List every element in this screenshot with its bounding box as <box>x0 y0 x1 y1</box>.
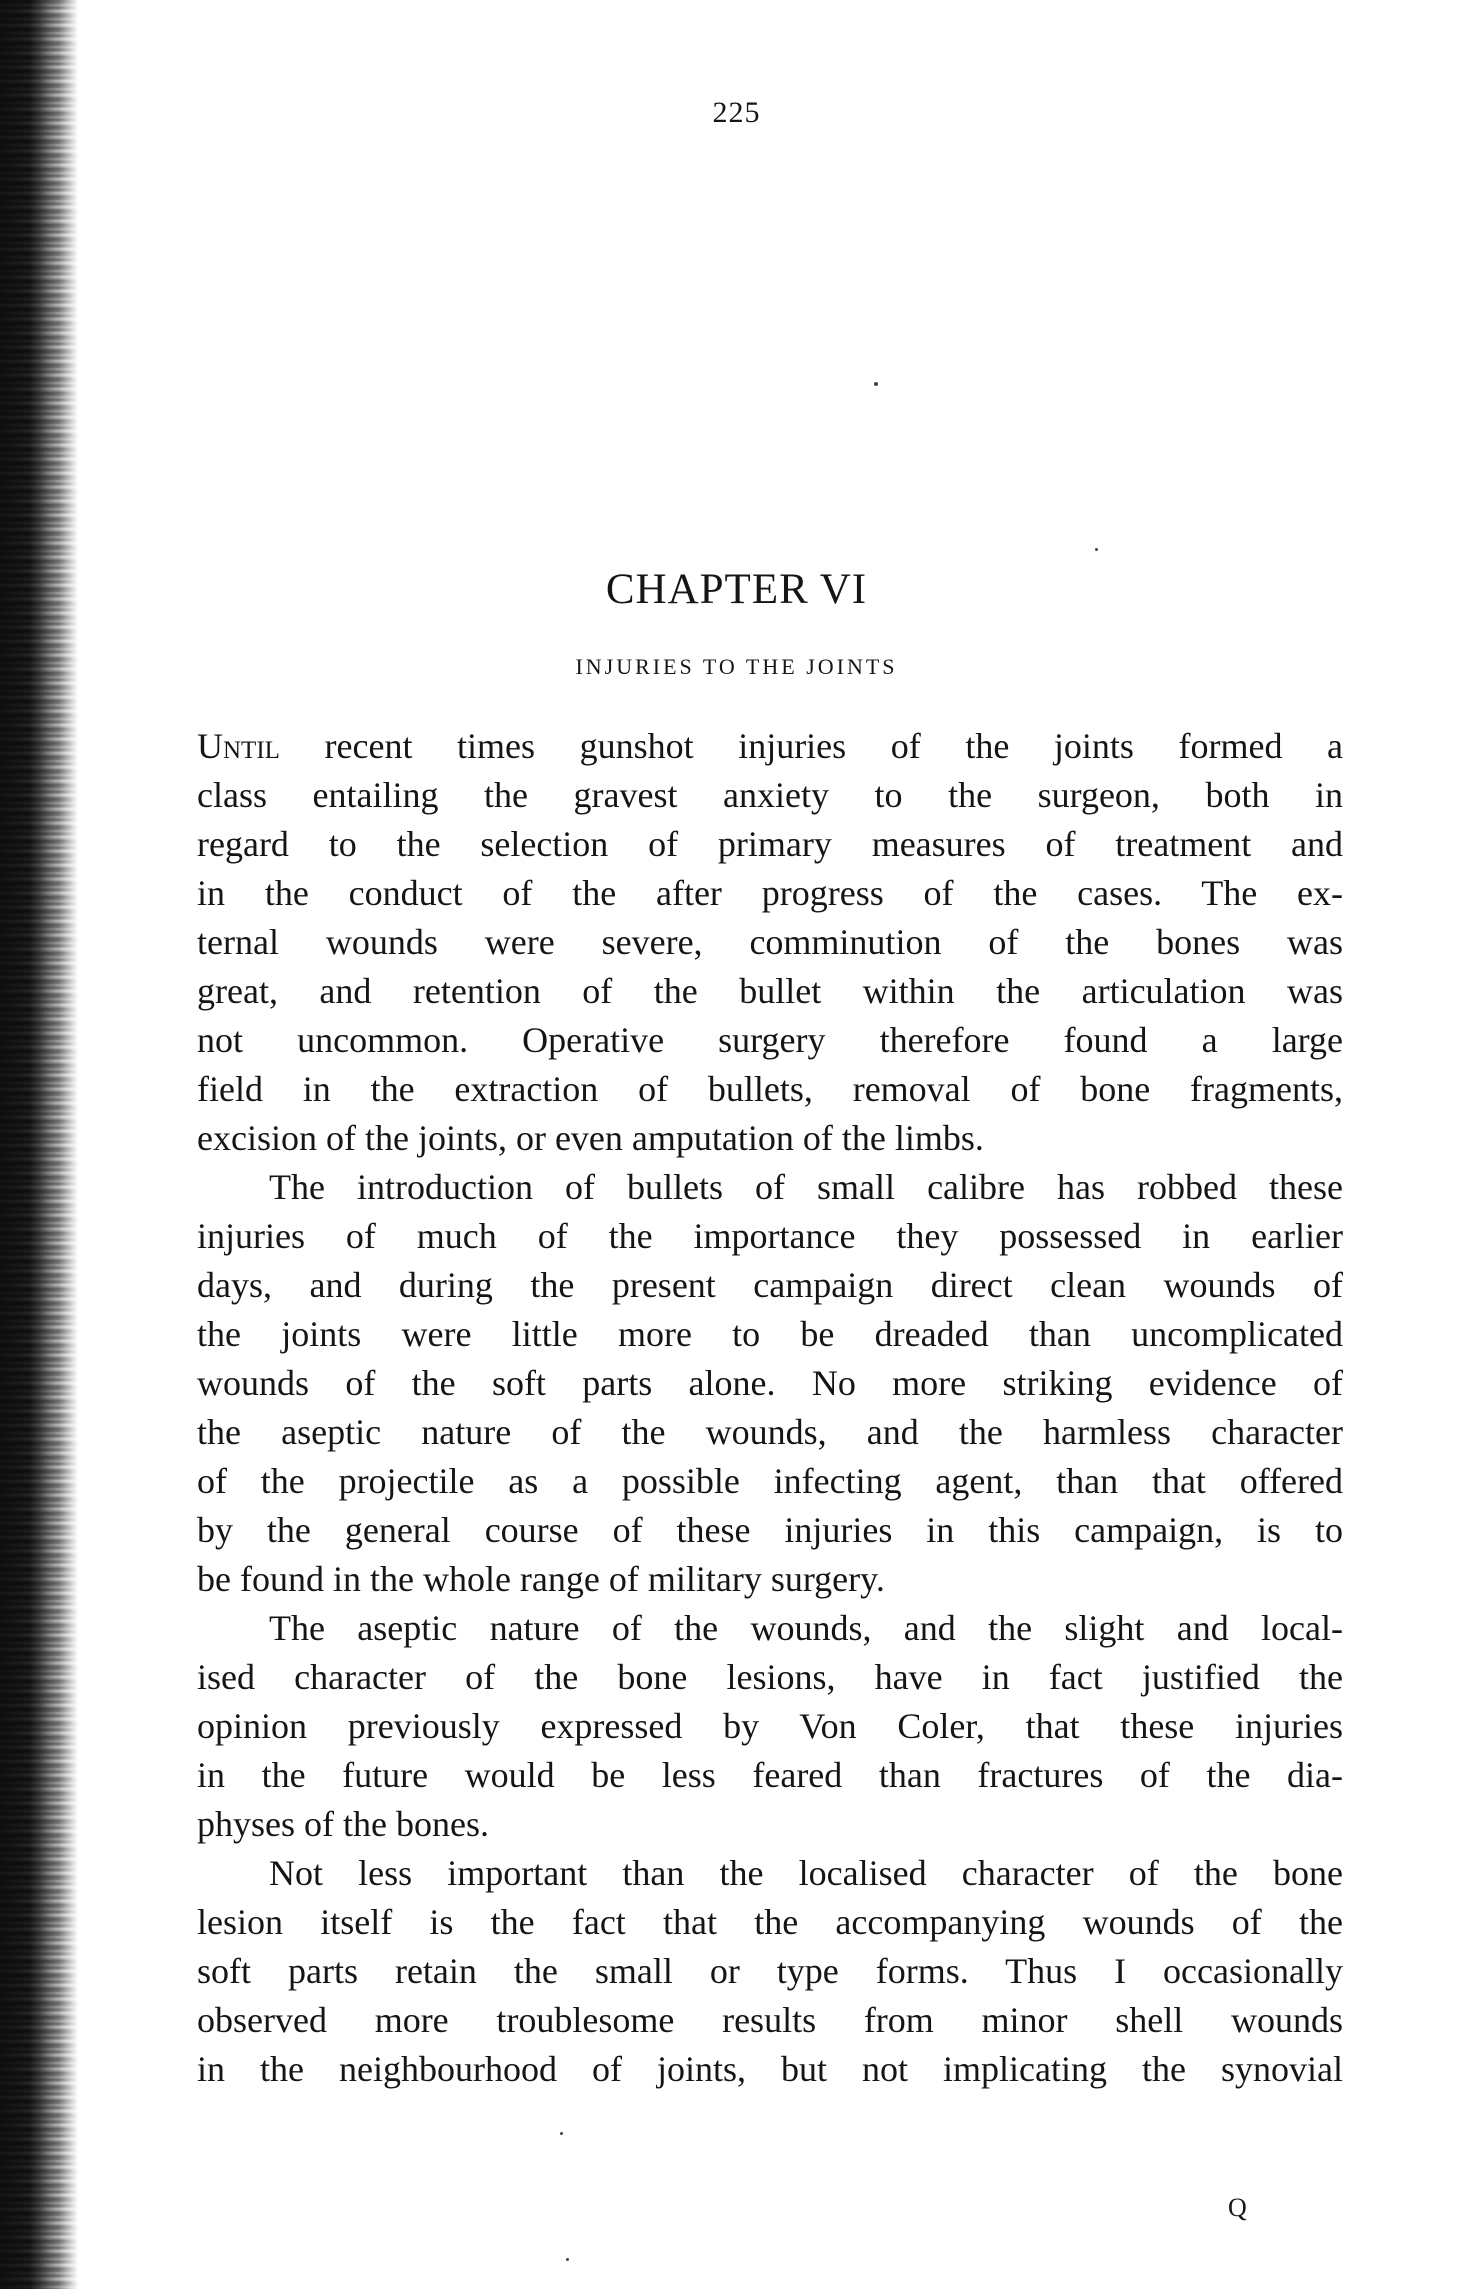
page-number: 225 <box>712 96 761 129</box>
scan-speck <box>1095 548 1098 551</box>
text-line: soft parts retain the small or type forms. Thus I occasionally <box>197 1951 1343 1991</box>
chapter-subtitle: INJURIES TO THE JOINTS <box>575 654 898 679</box>
text-line: wounds of the soft parts alone. No more striking evidence of <box>197 1363 1343 1403</box>
text-line: in the future would be less feared than fractures of the dia- <box>197 1755 1343 1795</box>
text-line: days, and during the present campaign direct clean wounds of <box>197 1265 1343 1305</box>
text-line: in the neighbourhood of joints, but not implicating the synovial <box>197 2049 1343 2089</box>
text-line: ised character of the bone lesions, have in fact justified the <box>197 1657 1343 1697</box>
text-line: Until recent times gunshot injuries of the joints formed a <box>197 726 1344 766</box>
text-line: not uncommon. Operative surgery therefore found a large <box>197 1020 1343 1060</box>
text-line: The introduction of bullets of small calibre has robbed these <box>269 1167 1343 1207</box>
scan-speck <box>560 2132 563 2135</box>
text-line: great, and retention of the bullet within the articulation was <box>197 971 1343 1011</box>
text-line: lesion itself is the fact that the accompanying wounds of the <box>197 1902 1343 1942</box>
text-line: injuries of much of the importance they possessed in earlier <box>197 1216 1343 1256</box>
text-line: the joints were little more to be dreaded than uncomplicated <box>197 1314 1343 1354</box>
text-line: in the conduct of the after progress of the cases. The ex- <box>197 873 1343 913</box>
text-line: ternal wounds were severe, comminution of the bones was <box>197 922 1343 962</box>
scan-speck <box>566 2258 569 2261</box>
text-line: be found in the whole range of military surgery. <box>197 1559 885 1599</box>
opening-word: Until <box>197 726 280 766</box>
text-line: by the general course of these injuries in this campaign, is to <box>197 1510 1343 1550</box>
text-line: class entailing the gravest anxiety to the surgeon, both in <box>197 775 1343 815</box>
text-line: Not less important than the localised character of the bone <box>269 1853 1343 1893</box>
text-line: the aseptic nature of the wounds, and the harmless character <box>197 1412 1343 1452</box>
text-line: physes of the bones. <box>197 1804 489 1844</box>
signature-mark: Q <box>1228 2193 1247 2222</box>
scan-speck <box>874 382 878 386</box>
text-line: regard to the selection of primary measures of treatment and <box>197 824 1343 864</box>
chapter-title: CHAPTER VI <box>605 566 868 613</box>
text-line: opinion previously expressed by Von Coler, that these injuries <box>197 1706 1343 1746</box>
text-line: The aseptic nature of the wounds, and the slight and local- <box>269 1608 1343 1648</box>
body-text <box>197 722 1343 2094</box>
text-line: of the projectile as a possible infecting agent, than that offered <box>197 1461 1343 1501</box>
binding-edge <box>0 0 78 2289</box>
text-line: excision of the joints, or even amputation of the limbs. <box>197 1118 984 1158</box>
text-line: field in the extraction of bullets, removal of bone fragments, <box>197 1069 1343 1109</box>
text-line: observed more troublesome results from minor shell wounds <box>197 2000 1343 2040</box>
